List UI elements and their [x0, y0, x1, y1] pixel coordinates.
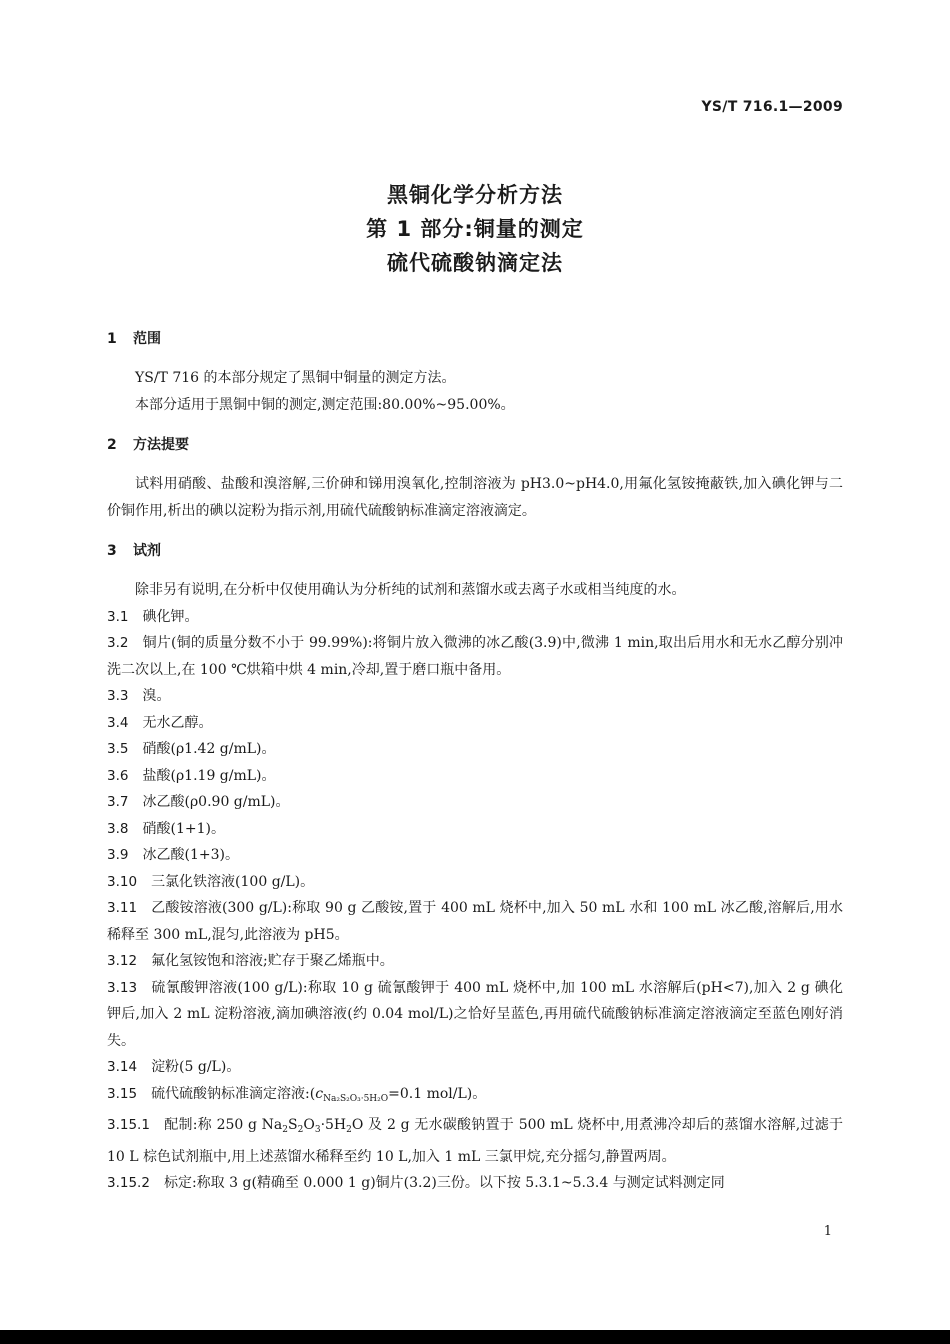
item-number: 3.13 [107, 979, 138, 996]
section-heading-method-summary [107, 432, 843, 459]
reagent-item [107, 869, 843, 896]
reagent-item [107, 789, 843, 816]
title-line-2: 第 1 部分:铜量的测定 [366, 217, 584, 241]
item-text-suffix: =0.1 mol/L)。 [388, 1085, 487, 1102]
item-number: 3.4 [107, 714, 129, 731]
item-number: 3.3 [107, 688, 129, 704]
item-text: 碘化钾。 [142, 608, 199, 625]
title-line-3: 硫代硫酸钠滴定法 [387, 251, 563, 275]
title-line-1: 黑铜化学分析方法 [387, 183, 563, 207]
section-title: 方法提要 [133, 437, 189, 453]
item-text: 冰乙酸(1+3)。 [142, 847, 239, 863]
section-heading-scope [107, 326, 843, 353]
item-text: 乙酸铵溶液(300 g/L):称取 90 g 乙酸铵,置于 400 mL 烧杯中,加入 50 mL 水和 100 mL 冰乙酸,溶解后,用水稀释至 300 mL,混匀,此溶液为 pH5。 [107, 900, 843, 943]
item-text: 硝酸(1+1)。 [142, 820, 225, 837]
concentration-subscript: Na₂S₂O₃·5H₂O [323, 1093, 389, 1104]
item-text: 标定:称取 3 g(精确至 0.000 1 g)铜片(3.2)三份。以下按 5.3.1~5.3.4 与测定试料测定同 [163, 1175, 725, 1191]
item-text: 配制:称 250 g Na [163, 1117, 283, 1133]
reagent-item [107, 630, 843, 683]
item-number: 3.12 [107, 953, 138, 969]
paragraph: 试料用硝酸、盐酸和溴溶解,三价砷和锑用溴氧化,控制溶液为 pH3.0~pH4.0,用氟化氢铵掩蔽铁,加入碘化钾与二价铜作用,析出的碘以淀粉为指示剂,用硫代硫酸钠标准滴定溶液滴定。 [107, 476, 843, 519]
item-text: S [288, 1117, 298, 1133]
item-number: 3.15 [107, 1085, 138, 1102]
reagent-item [107, 1054, 843, 1081]
item-number: 3.1 [107, 608, 129, 625]
item-number: 3.8 [107, 820, 129, 837]
item-number: 3.7 [107, 794, 129, 810]
reagent-item [107, 948, 843, 975]
item-number: 3.5 [107, 741, 129, 757]
item-text-prefix: 硫代硫酸钠标准滴定溶液:( [151, 1085, 316, 1102]
item-text: 淀粉(5 g/L)。 [151, 1059, 241, 1075]
subscript: 2 [346, 1125, 352, 1135]
section-number: 2 [107, 437, 117, 453]
reagent-item [107, 683, 843, 710]
reagent-item [107, 604, 843, 631]
item-text: 无水乙醇。 [142, 714, 213, 731]
reagent-item [107, 975, 843, 1055]
document-body [107, 326, 843, 1197]
reagent-item [107, 816, 843, 843]
reagent-item [107, 763, 843, 790]
item-text: 硝酸(ρ1.42 g/mL)。 [142, 741, 276, 757]
item-text: 硫氰酸钾溶液(100 g/L):称取 10 g 硫氰酸钾于 400 mL 烧杯中,加 100 mL 水溶解后(pH<7),加入 2 g 碘化钾后,加入 2 mL 淀粉溶液,滴加碘溶液(约 0.04 mol/L)之恰好呈蓝色,再用硫代硫酸钠标准滴定溶液滴定至蓝色刚好消失。 [107, 979, 843, 1049]
reagent-subitem-preparation [107, 1112, 843, 1170]
item-text: 盐酸(ρ1.19 g/mL)。 [142, 767, 276, 784]
item-number: 3.9 [107, 847, 129, 863]
subscript: 2 [282, 1125, 289, 1135]
item-number: 3.10 [107, 873, 138, 890]
standard-code: YS/T 716.1—2009 [701, 99, 843, 115]
reagent-item [107, 842, 843, 869]
reagent-item [107, 710, 843, 737]
section-number: 1 [107, 331, 117, 347]
reagent-item [107, 895, 843, 948]
item-text: O 及 2 g 无水碳酸钠置于 500 mL 烧杯中,用煮沸冷却后的蒸馏水溶解,过滤于 10 L 棕色试剂瓶中,用上述蒸馏水稀释至约 10 L,加入 1 mL 三氯甲烷,充分摇匀,静置两周。 [107, 1117, 843, 1165]
item-number: 3.2 [107, 635, 129, 651]
item-number: 3.15.1 [107, 1117, 150, 1133]
item-text: ·5H [320, 1117, 347, 1133]
paragraph: YS/T 716 的本部分规定了黑铜中铜量的测定方法。 [135, 370, 456, 386]
item-text: 铜片(铜的质量分数不小于 99.99%):将铜片放入微沸的冰乙酸(3.9)中,微沸 1 min,取出后用水和无水乙醇分别冲洗二次以上,在 100 ℃烘箱中烘 4 min,冷却,置于磨口瓶中备用。 [107, 635, 843, 678]
item-number: 3.14 [107, 1059, 138, 1075]
item-text: 冰乙酸(ρ0.90 g/mL)。 [142, 794, 290, 810]
scan-edge-bar [0, 1330, 950, 1344]
reagent-item [107, 736, 843, 763]
item-number: 3.6 [107, 767, 129, 784]
item-text: 氟化氢铵饱和溶液;贮存于聚乙烯瓶中。 [151, 953, 394, 969]
item-number: 3.11 [107, 900, 138, 916]
section-number: 3 [107, 543, 117, 559]
item-text: O [303, 1117, 315, 1133]
section-heading-reagents [107, 538, 843, 565]
document-title [0, 178, 950, 280]
section-title: 范围 [133, 331, 161, 347]
section-title: 试剂 [133, 543, 161, 559]
subscript: 2 [297, 1125, 304, 1135]
subscript: 3 [314, 1125, 321, 1135]
reagent-item-sodium-thiosulfate [107, 1081, 843, 1113]
reagent-subitem-standardization [107, 1170, 843, 1197]
page-number: 1 [823, 1224, 832, 1239]
item-text: 三氯化铁溶液(100 g/L)。 [151, 873, 315, 890]
paragraph: 本部分适用于黑铜中铜的测定,测定范围:80.00%~95.00%。 [135, 396, 515, 413]
concentration-symbol: c [315, 1085, 324, 1102]
item-text: 溴。 [142, 688, 171, 704]
paragraph: 除非另有说明,在分析中仅使用确认为分析纯的试剂和蒸馏水或去离子水或相当纯度的水。 [135, 582, 686, 598]
item-number: 3.15.2 [107, 1175, 150, 1191]
